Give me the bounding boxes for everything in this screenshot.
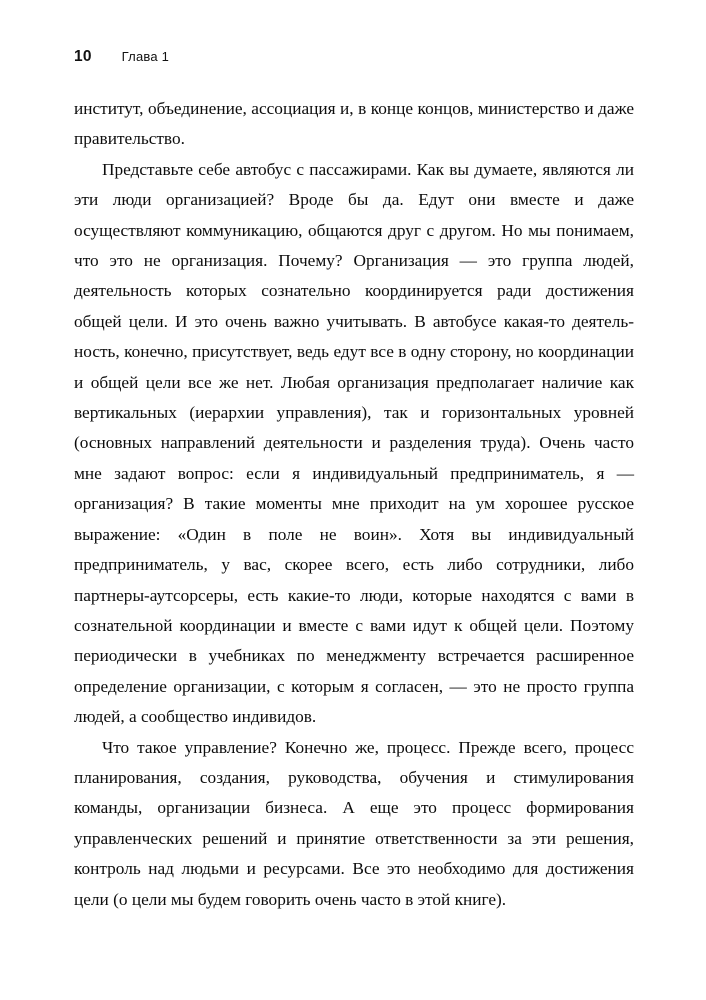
paragraph: Представьте себе автобус с пассажирами. Как вы думаете, являются ли эти люди организацией? Вроде бы да. Едут они вместе и даже осуществляют коммуникацию, общаются друг с другом. Но мы понимаем, что это не организация. Почему? Организация — это группа людей, деятельность которых сознательно координируется ради достижения общей цели. И это очень важно учитывать. В автобусе какая-то деятельность, конечно, присутствует, ведь едут все в одну сторону, но координации и общей цели все же нет. Любая организация предполагает наличие как вертикальных (иерархии управления), так и горизонтальных уровней (основных направлений деятельности и разделения труда). Очень часто мне задают вопрос: если я индивидуальный предприниматель, я — организация? В такие моменты мне приходит на ум хорошее русское выражение: «Один в поле не воин». Хотя вы индивидуальный предприниматель, у вас, скорее всего, есть либо сотрудники, либо партнеры-аутсорсеры, есть какие-то люди, которые находятся с вами в сознательной координации и вместе с вами идут к общей цели. Поэтому периодически в учебниках по менеджменту встречается расширенное определение организации, с которым я согласен, — это не просто группа людей, а сообщество индивидов.: [74, 159, 634, 727]
page-number: 10: [74, 48, 92, 65]
page-body: [74, 94, 634, 915]
running-head-chapter: Глава 1: [121, 49, 170, 64]
paragraph: институт, объединение, ассоциация и, в конце концов, министерство и даже правительство.: [74, 99, 634, 149]
page-header: [74, 48, 632, 66]
paragraph: Что такое управление? Конечно же, процесс. Прежде всего, процесс планирования, создания, руководства, обучения и стимулирования команды, организации бизнеса. А еще это процесс формирования управленческих решений и принятие ответственности за эти решения, контроль над людьми и ресурсами. Все это необходимо для достижения цели (о цели мы будем говорить очень часто в этой книге).: [74, 737, 634, 909]
